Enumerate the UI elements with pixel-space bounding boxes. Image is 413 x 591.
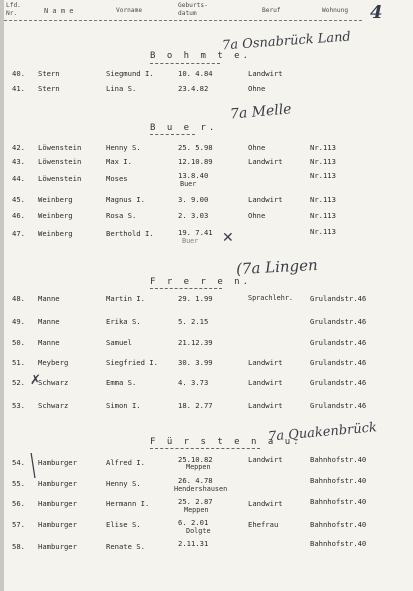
row-number: 45. (12, 195, 25, 204)
last-name: Hamburger (38, 520, 77, 529)
occupation: Landwirt (248, 157, 283, 166)
first-name: Henny S. (106, 479, 141, 488)
birth-date: 25. 5.98 (178, 143, 213, 152)
section-title-fuerstenau: F ü r s t e n a u. (150, 437, 302, 447)
section-underline (150, 134, 195, 135)
table-row (0, 84, 413, 96)
address: Grulandstr.46 (310, 317, 367, 326)
occupation: Landwirt (248, 378, 283, 387)
occupation: Ohne (248, 143, 266, 152)
bracket-mark-icon: \ (30, 448, 36, 483)
birth-date: 19. 7.41 (178, 228, 213, 237)
cross-mark-icon: ✕ (222, 230, 234, 246)
row-number: 43. (12, 157, 25, 166)
row-number: 49. (12, 317, 25, 326)
col-header-geburtsdatum: Geburts- datum (178, 2, 208, 17)
table-row (0, 294, 413, 306)
address: Bahnhofstr.40 (310, 539, 367, 548)
row-number: 52. (12, 378, 25, 387)
handwritten-annotation: 7a Osnabrück Land (221, 29, 352, 54)
handwritten-annotation: 7a Quakenbrück (267, 420, 378, 445)
last-name: Stern (38, 69, 60, 78)
birth-place: Meppen (186, 463, 211, 471)
first-name: Rosa S. (106, 211, 137, 220)
row-number: 54. (12, 458, 25, 467)
table-row (0, 378, 413, 390)
last-name: Löwenstein (38, 143, 82, 152)
col-header-beruf: Beruf (262, 7, 281, 14)
address: Bahnhofstr.40 (310, 476, 367, 485)
birth-date: 29. 1.99 (178, 294, 213, 303)
first-name: Elise S. (106, 520, 141, 529)
last-name: Hamburger (38, 458, 77, 467)
birth-date: 18. 2.77 (178, 401, 213, 410)
birth-place: Dolgte (186, 527, 211, 535)
row-number: 48. (12, 294, 25, 303)
occupation: Ohne (248, 84, 266, 93)
handwritten-annotation: (7a Lingen (235, 255, 319, 279)
birth-date: 25. 2.87 (178, 497, 213, 506)
birth-date: 23.4.82 (178, 84, 209, 93)
first-name: Lina S. (106, 84, 137, 93)
row-number: 58. (12, 542, 25, 551)
last-name: Manne (38, 317, 60, 326)
birth-date: 5. 2.15 (178, 317, 209, 326)
occupation: Landwirt (248, 499, 283, 508)
occupation: Landwirt (248, 195, 283, 204)
occupation: Ehefrau (248, 520, 279, 529)
birth-place: Hendershausen (174, 485, 228, 493)
table-row (0, 157, 413, 169)
occupation: Ohne (248, 211, 266, 220)
address: Nr.113 (310, 157, 336, 166)
birth-date: 2.11.31 (178, 539, 209, 548)
birth-date: 12.10.89 (178, 157, 213, 166)
first-name: Simon I. (106, 401, 141, 410)
birth-date: 21.12.39 (178, 338, 213, 347)
birth-date: 10. 4.84 (178, 69, 213, 78)
first-name: Martin I. (106, 294, 145, 303)
first-name: Henny S. (106, 143, 141, 152)
row-number: 41. (12, 84, 25, 93)
address: Bahnhofstr.40 (310, 520, 367, 529)
address: Grulandstr.46 (310, 294, 367, 303)
birth-date: 30. 3.99 (178, 358, 213, 367)
birth-date: 26. 4.78 (178, 476, 213, 485)
row-number: 47. (12, 229, 25, 238)
col-header-nr: Lfd. Nr. (6, 2, 21, 17)
row-number: 57. (12, 520, 25, 529)
table-row (0, 401, 413, 413)
section-underline (150, 63, 220, 64)
row-number: 44. (12, 174, 25, 183)
last-name: Manne (38, 338, 60, 347)
address: Grulandstr.46 (310, 338, 367, 347)
first-name: Berthold I. (106, 229, 154, 238)
address: Nr.113 (310, 143, 336, 152)
birth-place: Buer (182, 237, 199, 245)
first-name: Samuel (106, 338, 132, 347)
row-number: 55. (12, 479, 25, 488)
table-row (0, 338, 413, 350)
last-name: Meyberg (38, 358, 69, 367)
page-number: 4 (370, 2, 383, 23)
address: Bahnhofstr.40 (310, 455, 367, 464)
address: Grulandstr.46 (310, 378, 367, 387)
row-number: 42. (12, 143, 25, 152)
birth-date: 4. 3.73 (178, 378, 209, 387)
address: Grulandstr.46 (310, 401, 367, 410)
last-name: Hamburger (38, 479, 77, 488)
col-header-name: N a m e (44, 7, 74, 15)
col-header-wohnung: Wohnung (322, 7, 349, 14)
section-underline (150, 448, 260, 449)
first-name: Siegmund I. (106, 69, 154, 78)
birth-date: 6. 2.01 (178, 518, 209, 527)
birth-date: 25.10.82 (178, 455, 213, 464)
table-row (0, 211, 413, 223)
row-number: 40. (12, 69, 25, 78)
row-number: 56. (12, 499, 25, 508)
last-name: Löwenstein (38, 174, 82, 183)
birth-date: 2. 3.03 (178, 211, 209, 220)
table-row (0, 317, 413, 329)
table-row (0, 195, 413, 207)
table-row (0, 171, 413, 186)
check-mark-icon: ✗ (30, 373, 41, 388)
address: Nr.113 (310, 171, 336, 180)
last-name: Hamburger (38, 499, 77, 508)
handwritten-annotation: 7a Melle (229, 101, 293, 123)
table-row (0, 143, 413, 155)
first-name: Renate S. (106, 542, 145, 551)
last-name: Löwenstein (38, 157, 82, 166)
birth-place: Meppen (184, 506, 209, 514)
last-name: Schwarz (38, 401, 69, 410)
table-row (0, 539, 413, 554)
occupation: Landwirt (248, 455, 283, 464)
first-name: Alfred I. (106, 458, 145, 467)
first-name: Siegfried I. (106, 358, 158, 367)
row-number: 51. (12, 358, 25, 367)
section-underline (150, 288, 222, 289)
address: Nr.113 (310, 211, 336, 220)
first-name: Moses (106, 174, 128, 183)
first-name: Hermann I. (106, 499, 150, 508)
row-number: 50. (12, 338, 25, 347)
col-header-vorname: Vorname (116, 7, 143, 14)
first-name: Emma S. (106, 378, 137, 387)
table-row (0, 229, 413, 241)
birth-date: 3. 9.00 (178, 195, 209, 204)
last-name: Weinberg (38, 211, 73, 220)
section-title-buer: B u e r. (150, 123, 218, 133)
birth-date: 13.8.40 (178, 171, 209, 180)
first-name: Max I. (106, 157, 132, 166)
last-name: Weinberg (38, 229, 73, 238)
table-row (0, 358, 413, 370)
last-name: Stern (38, 84, 60, 93)
first-name: Erika S. (106, 317, 141, 326)
occupation: Sprachlehr. (248, 294, 294, 302)
last-name: Hamburger (38, 542, 77, 551)
row-number: 46. (12, 211, 25, 220)
address: Bahnhofstr.40 (310, 497, 367, 506)
birth-place: Buer (180, 180, 197, 188)
last-name: Manne (38, 294, 60, 303)
address: Nr.113 (310, 195, 336, 204)
section-title-freren: F r e r e n. (150, 277, 252, 287)
occupation: Landwirt (248, 69, 283, 78)
occupation: Landwirt (248, 401, 283, 410)
last-name: Schwarz (38, 378, 69, 387)
address: Grulandstr.46 (310, 358, 367, 367)
first-name: Magnus I. (106, 195, 145, 204)
section-title-bohmte: B o h m t e. (150, 51, 252, 61)
address: Nr.113 (310, 227, 336, 236)
occupation: Landwirt (248, 358, 283, 367)
table-row (0, 69, 413, 81)
header-rule (4, 20, 362, 21)
last-name: Weinberg (38, 195, 73, 204)
row-number: 53. (12, 401, 25, 410)
